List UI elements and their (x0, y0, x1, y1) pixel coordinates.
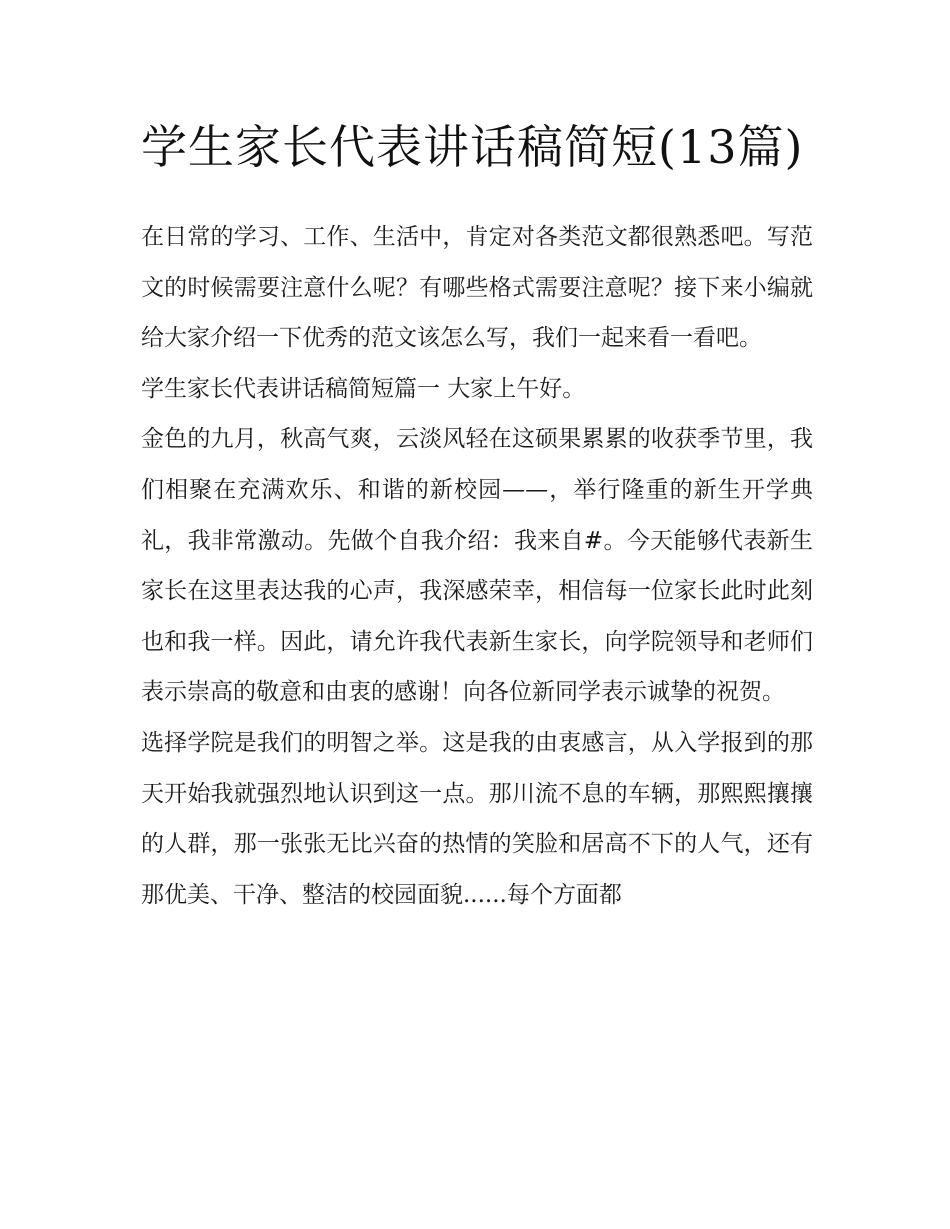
document-page (141, 112, 813, 920)
document-title: 学生家长代表讲话稿简短(13篇) (141, 120, 804, 174)
document-body (141, 212, 813, 920)
body-paragraph: 选择学院是我们的明智之举。这是我的由衷感言，从入学报到的那天开始我就强烈地认识到这一点。那川流不息的车辆，那熙熙攘攘的人群，那一张张无比兴奋的热情的笑脸和居高不下的人气，还有那优美、干净、整洁的校园面貌......每个方面都 (141, 729, 813, 908)
body-paragraph: 金色的九月，秋高气爽，云淡风轻在这硕果累累的收获季节里，我们相聚在充满欢乐、和谐的新校园——，举行隆重的新生开学典礼，我非常激动。先做个自我介绍：我来自#。今天能够代表新生家长在这里表达我的心声，我深感荣幸，相信每一位家长此时此刻也和我一样。因此，请允许我代表新生家长，向学院领导和老师们表示崇高的敬意和由衷的感谢！向各位新同学表示诚挚的祝贺。 (141, 426, 813, 706)
section-heading-paragraph: 学生家长代表讲话稿简短篇一 大家上午好。 (141, 375, 586, 402)
intro-paragraph: 在日常的学习、工作、生活中，肯定对各类范文都很熟悉吧。写范文的时候需要注意什么呢？有哪些格式需要注意呢？接下来小编就给大家介绍一下优秀的范文该怎么写，我们一起来看一看吧。 (141, 224, 813, 352)
